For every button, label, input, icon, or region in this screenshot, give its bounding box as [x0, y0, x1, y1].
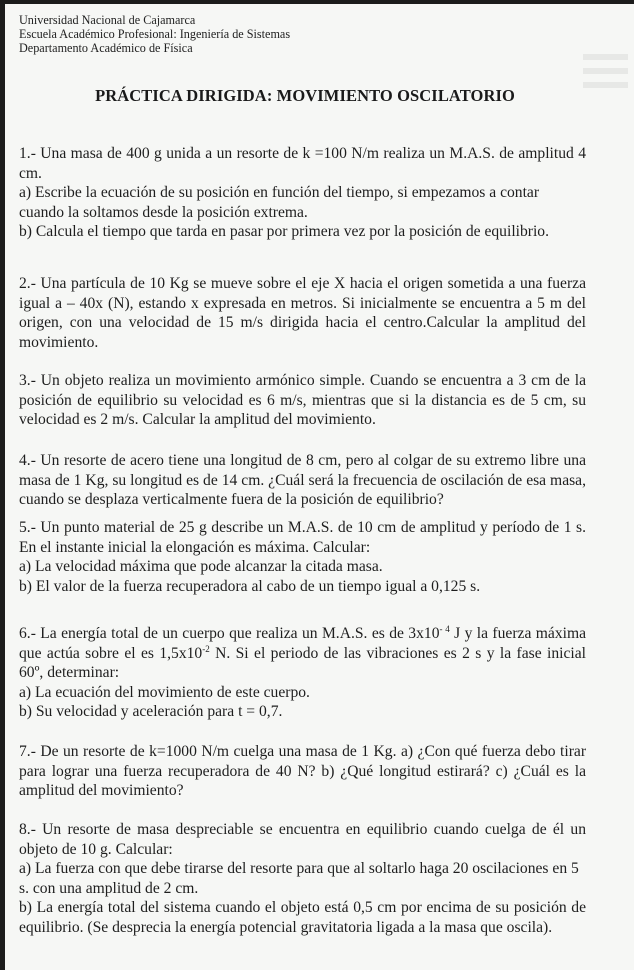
problem-number: 5.- — [19, 519, 36, 536]
problem-8 — [19, 820, 586, 937]
problem-part-a: a) La fuerza con que debe tirarse del resorte para que al soltarlo haga 20 oscilaciones en 5 s. con una amplitud de 2 cm. — [19, 860, 579, 897]
page-title: PRÁCTICA DIRIGIDA: MOVIMIENTO OSCILATORIO — [95, 86, 515, 105]
problem-stem: 5.- Un punto material de 25 g describe un M.A.S. de 10 cm de amplitud y período de 1 s. En el instante inicial la elongación es máxima. Calcular: — [19, 519, 586, 556]
problem-1 — [19, 144, 586, 242]
exponent: -2 — [202, 643, 210, 654]
problem-3 — [19, 371, 586, 430]
problem-part-b: b) La energía total del sistema cuando el objeto está 0,5 cm por encima de su posición de equilibrio. (Se desprecia la energía potencial gravitatoria ligada a la masa que oscila). — [19, 899, 586, 936]
document-page — [5, 4, 634, 970]
problem-number: 6.- — [19, 625, 36, 642]
problem-part-b: b) Calcula el tiempo que tarda en pasar por primera vez por la posición de equilibrio. — [19, 223, 549, 240]
problem-part-b: b) Su velocidad y aceleración para t = 0,7. — [19, 703, 283, 720]
problem-7 — [19, 742, 586, 801]
department-name: Departamento Académico de Física — [19, 41, 193, 55]
problem-number: 2.- — [19, 275, 36, 292]
problem-number: 3.- — [19, 372, 36, 389]
problem-stem: 4.- Un resorte de acero tiene una longitud de 8 cm, pero al colgar de su extremo libre una masa de 1 Kg, su longitud es de 14 cm. ¿Cuál será la frecuencia de oscilación de esa masa, cuando se desplaza verticalmente fuera de la posición de equilibrio? — [19, 452, 586, 508]
university-name: Universidad Nacional de Cajamarca — [19, 13, 196, 27]
problem-part-a: a) La velocidad máxima que pode alcanzar la citada masa. — [19, 558, 383, 575]
problem-5 — [19, 518, 586, 596]
institution-header — [19, 13, 290, 55]
problem-part-a: a) La ecuación del movimiento de este cuerpo. — [19, 683, 310, 701]
problem-stem: 7.- De un resorte de k=1000 N/m cuelga una masa de 1 Kg. a) ¿Con qué fuerza debo tirar para lograr una fuerza recuperadora de 40 N? b) ¿Qué longitud estirará? c) ¿Cuál es la amplitud del movimiento? — [19, 743, 587, 799]
exponent: - 4 — [439, 624, 450, 634]
problem-number: 1.- — [19, 145, 36, 162]
problem-2 — [19, 274, 586, 352]
problem-number: 4.- — [19, 452, 36, 469]
problem-number: 8.- — [19, 821, 36, 838]
problem-4 — [19, 451, 586, 510]
problem-stem: 8.- Un resorte de masa despreciable se encuentra en equilibrio cuando cuelga de él un objeto de 10 g. Calcular: — [19, 821, 586, 858]
problem-6 — [19, 624, 586, 722]
problem-stem: 2.- Una partícula de 10 Kg se mueve sobre el eje X hacia el origen sometida a una fuerza igual a – 40x (N), estando x expresada en metros. Si inicialmente se encuentra a 5 m del origen, con una velocidad de 15 m/s dirigida hacia el centro.Calcular la amplitud del movimiento. — [19, 275, 586, 351]
problem-stem: 1.- Una masa de 400 g unida a un resorte de k =100 N/m realiza un M.A.S. de amplitud 4 cm. — [19, 145, 586, 182]
school-name: Escuela Académico Profesional: Ingeniería de Sistemas — [19, 27, 291, 41]
problem-stem: 3.- Un objeto realiza un movimiento armónico simple. Cuando se encuentra a 3 cm de la posición de equilibrio su velocidad es 6 m/s, mientras que si la distancia es de 5 cm, su velocidad es 2 m/s. Calcular la amplitud del movimiento. — [19, 372, 586, 428]
bleed-through-text — [583, 54, 628, 89]
problem-number: 7.- — [19, 743, 36, 760]
problem-part-b: b) El valor de la fuerza recuperadora al cabo de un tiempo igual a 0,125 s. — [19, 577, 481, 595]
problem-part-a: a) Escribe la ecuación de su posición en función del tiempo, si empezamos a contar cuando la soltamos desde la posición extrema. — [19, 184, 540, 221]
problem-stem: 6.- La energía total de un cuerpo que realiza un M.A.S. es de $3x10^{- 4}$ J y la fuerza máxima que actúa sobre el es $1,5x10^{-2}$ N. Si el periodo de las vibraciones es 2 s y la fase inicial 60º, determinar: — [19, 624, 586, 681]
